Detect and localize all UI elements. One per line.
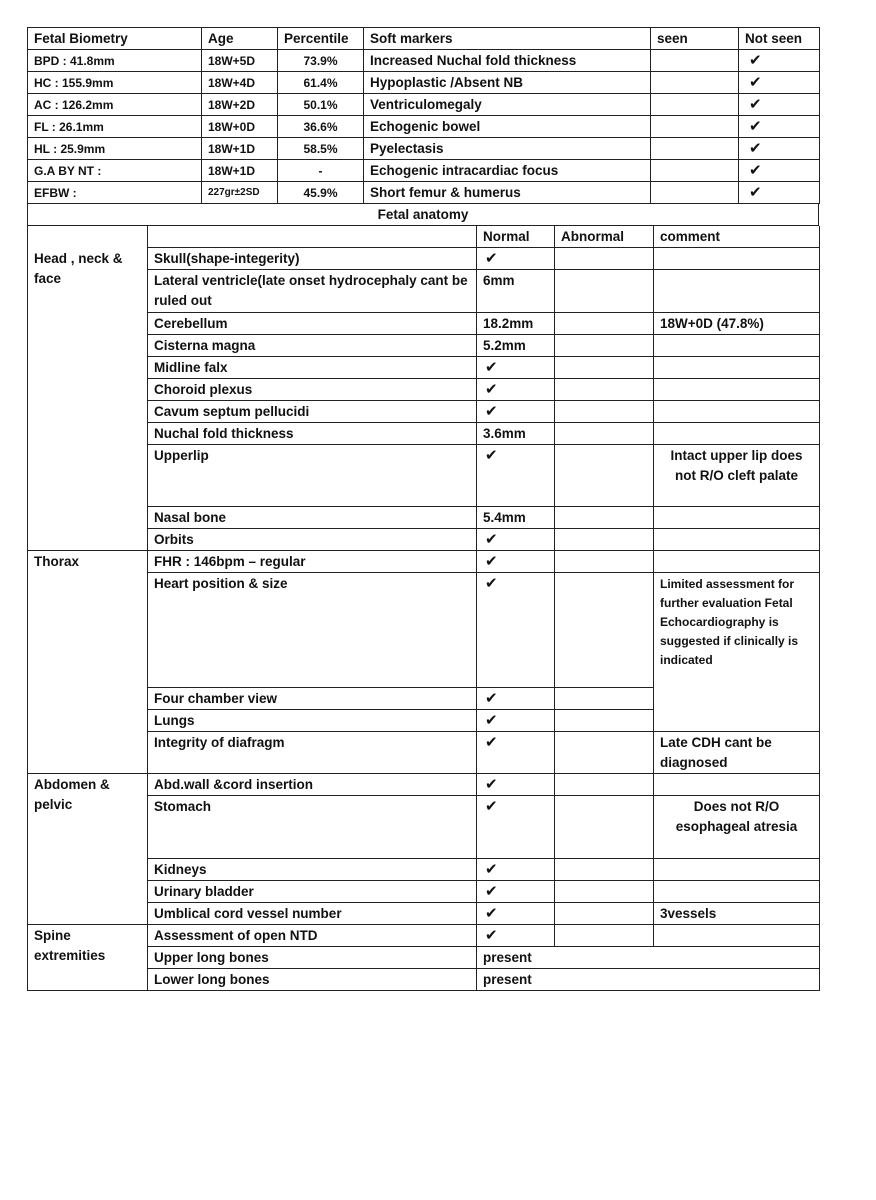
comment <box>654 925 820 947</box>
anatomy-item: Lungs <box>148 710 477 732</box>
abnormal-value <box>555 774 654 796</box>
normal-value: ✔ <box>477 401 555 423</box>
table-row <box>28 774 820 796</box>
biometry-row <box>28 160 820 182</box>
biometry-table <box>27 27 820 204</box>
abnormal-value <box>555 710 654 732</box>
header-fetal-biometry: Fetal Biometry <box>28 28 202 50</box>
anatomy-item: Lateral ventricle(late onset hydrocephaly cant be ruled out <box>148 270 477 313</box>
comment <box>654 401 820 423</box>
section-abdomen-pelvic: Abdomen & pelvic <box>28 774 148 925</box>
biometry-age: 18W+4D <box>202 72 278 94</box>
biometry-age: 18W+1D <box>202 160 278 182</box>
anatomy-item: Nuchal fold thickness <box>148 423 477 445</box>
anatomy-item: Upper long bones <box>148 947 477 969</box>
anatomy-item: Cavum septum pellucidi <box>148 401 477 423</box>
section-thorax: Thorax <box>28 551 148 774</box>
normal-value: ✔ <box>477 573 555 688</box>
anatomy-item: Cerebellum <box>148 313 477 335</box>
header-normal: Normal <box>477 226 555 248</box>
abnormal-value <box>555 925 654 947</box>
header-percentile: Percentile <box>278 28 364 50</box>
biometry-param: HL : 25.9mm <box>28 138 202 160</box>
comment <box>654 270 820 313</box>
biometry-percentile: 58.5% <box>278 138 364 160</box>
normal-value: ✔ <box>477 688 555 710</box>
table-row <box>28 925 820 947</box>
comment: Does not R/O esophageal atresia <box>654 796 820 859</box>
soft-marker-not-seen-check: ✔ <box>739 182 820 204</box>
comment: 3vessels <box>654 903 820 925</box>
biometry-age: 18W+2D <box>202 94 278 116</box>
biometry-row <box>28 72 820 94</box>
anatomy-item: FHR : 146bpm – regular <box>148 551 477 573</box>
section-spine-extremities: Spine extremities <box>28 925 148 991</box>
report-sheet <box>27 27 819 991</box>
soft-marker: Echogenic intracardiac focus <box>364 160 651 182</box>
anatomy-item: Orbits <box>148 529 477 551</box>
soft-marker-not-seen-check: ✔ <box>739 138 820 160</box>
abnormal-value <box>555 248 654 270</box>
normal-value: ✔ <box>477 903 555 925</box>
comment <box>654 248 820 270</box>
abnormal-value <box>555 688 654 710</box>
biometry-row <box>28 50 820 72</box>
soft-marker-seen <box>651 72 739 94</box>
normal-value: ✔ <box>477 445 555 507</box>
normal-value: 6mm <box>477 270 555 313</box>
biometry-percentile: 50.1% <box>278 94 364 116</box>
anatomy-item: Lower long bones <box>148 969 477 991</box>
soft-marker: Pyelectasis <box>364 138 651 160</box>
anatomy-item: Umblical cord vessel number <box>148 903 477 925</box>
anatomy-item: Integrity of diafragm <box>148 732 477 774</box>
soft-marker: Ventriculomegaly <box>364 94 651 116</box>
biometry-row <box>28 116 820 138</box>
soft-marker-seen <box>651 94 739 116</box>
anatomy-item: Kidneys <box>148 859 477 881</box>
header-abnormal: Abnormal <box>555 226 654 248</box>
abnormal-value <box>555 270 654 313</box>
biometry-param: EFBW : <box>28 182 202 204</box>
biometry-percentile: 45.9% <box>278 182 364 204</box>
normal-value: ✔ <box>477 859 555 881</box>
soft-marker: Echogenic bowel <box>364 116 651 138</box>
anatomy-item: Midline falx <box>148 357 477 379</box>
comment <box>654 774 820 796</box>
header-seen: seen <box>651 28 739 50</box>
comment <box>654 423 820 445</box>
comment <box>654 357 820 379</box>
soft-marker-seen <box>651 116 739 138</box>
normal-value: ✔ <box>477 529 555 551</box>
soft-marker: Short femur & humerus <box>364 182 651 204</box>
soft-marker-seen <box>651 138 739 160</box>
biometry-percentile: 73.9% <box>278 50 364 72</box>
header-not-seen: Not seen <box>739 28 820 50</box>
abnormal-value <box>555 401 654 423</box>
abnormal-value <box>555 881 654 903</box>
abnormal-value <box>555 313 654 335</box>
anatomy-header-row <box>28 226 820 248</box>
biometry-param: BPD : 41.8mm <box>28 50 202 72</box>
abnormal-value <box>555 423 654 445</box>
soft-marker-seen <box>651 182 739 204</box>
normal-value: ✔ <box>477 796 555 859</box>
header-soft-markers: Soft markers <box>364 28 651 50</box>
abnormal-value <box>555 445 654 507</box>
anatomy-item: Assessment of open NTD <box>148 925 477 947</box>
anatomy-header-item <box>148 226 477 248</box>
normal-value: present <box>477 947 820 969</box>
anatomy-item: Heart position & size <box>148 573 477 688</box>
normal-value: 5.4mm <box>477 507 555 529</box>
biometry-param: FL : 26.1mm <box>28 116 202 138</box>
normal-value: ✔ <box>477 551 555 573</box>
abnormal-value <box>555 551 654 573</box>
soft-marker-seen <box>651 50 739 72</box>
comment: Late CDH cant be diagnosed <box>654 732 820 774</box>
table-row <box>28 248 820 270</box>
comment <box>654 881 820 903</box>
abnormal-value <box>555 335 654 357</box>
normal-value: ✔ <box>477 379 555 401</box>
soft-marker-not-seen-check: ✔ <box>739 116 820 138</box>
anatomy-title: Fetal anatomy <box>28 204 819 226</box>
normal-value: ✔ <box>477 925 555 947</box>
comment <box>654 335 820 357</box>
normal-value: ✔ <box>477 357 555 379</box>
table-row <box>28 551 820 573</box>
soft-marker: Hypoplastic /Absent NB <box>364 72 651 94</box>
biometry-percentile: 61.4% <box>278 72 364 94</box>
abnormal-value <box>555 573 654 688</box>
soft-marker: Increased Nuchal fold thickness <box>364 50 651 72</box>
biometry-param: HC : 155.9mm <box>28 72 202 94</box>
anatomy-item: Skull(shape-integerity) <box>148 248 477 270</box>
abnormal-value <box>555 903 654 925</box>
normal-value: ✔ <box>477 710 555 732</box>
comment: 18W+0D (47.8%) <box>654 313 820 335</box>
comment <box>654 859 820 881</box>
biometry-row <box>28 182 820 204</box>
biometry-age: 18W+5D <box>202 50 278 72</box>
comment <box>654 379 820 401</box>
normal-value: 5.2mm <box>477 335 555 357</box>
comment <box>654 551 820 573</box>
comment: Intact upper lip does not R/O cleft palate <box>654 445 820 507</box>
abnormal-value <box>555 379 654 401</box>
header-age: Age <box>202 28 278 50</box>
section-head-neck-face: Head , neck & face <box>28 248 148 551</box>
anatomy-item: Four chamber view <box>148 688 477 710</box>
abnormal-value <box>555 529 654 551</box>
anatomy-item: Urinary bladder <box>148 881 477 903</box>
normal-value: present <box>477 969 820 991</box>
soft-marker-seen <box>651 160 739 182</box>
biometry-header-row <box>28 28 820 50</box>
biometry-percentile: 36.6% <box>278 116 364 138</box>
normal-value: ✔ <box>477 248 555 270</box>
comment: Limited assessment for further evaluation Fetal Echocardiography is suggested if clinically is indicated <box>654 573 820 732</box>
normal-value: ✔ <box>477 881 555 903</box>
anatomy-item: Nasal bone <box>148 507 477 529</box>
biometry-age: 18W+1D <box>202 138 278 160</box>
abnormal-value <box>555 796 654 859</box>
anatomy-table <box>27 226 820 991</box>
normal-value: ✔ <box>477 732 555 774</box>
anatomy-item: Choroid plexus <box>148 379 477 401</box>
comment <box>654 507 820 529</box>
soft-marker-not-seen-check: ✔ <box>739 94 820 116</box>
abnormal-value <box>555 859 654 881</box>
header-comment: comment <box>654 226 820 248</box>
soft-marker-not-seen-check: ✔ <box>739 50 820 72</box>
biometry-row <box>28 138 820 160</box>
comment <box>654 529 820 551</box>
anatomy-header-blank <box>28 226 148 248</box>
anatomy-title-table <box>27 204 819 226</box>
soft-marker-not-seen-check: ✔ <box>739 160 820 182</box>
biometry-percentile: - <box>278 160 364 182</box>
anatomy-item: Upperlip <box>148 445 477 507</box>
biometry-age: 18W+0D <box>202 116 278 138</box>
anatomy-item: Cisterna magna <box>148 335 477 357</box>
biometry-param: G.A BY NT : <box>28 160 202 182</box>
normal-value: 3.6mm <box>477 423 555 445</box>
biometry-age: 227gr±2SD <box>202 182 278 204</box>
abnormal-value <box>555 732 654 774</box>
biometry-param: AC : 126.2mm <box>28 94 202 116</box>
normal-value: ✔ <box>477 774 555 796</box>
abnormal-value <box>555 507 654 529</box>
anatomy-item: Abd.wall &cord insertion <box>148 774 477 796</box>
abnormal-value <box>555 357 654 379</box>
anatomy-item: Stomach <box>148 796 477 859</box>
soft-marker-not-seen-check: ✔ <box>739 72 820 94</box>
biometry-row <box>28 94 820 116</box>
normal-value: 18.2mm <box>477 313 555 335</box>
